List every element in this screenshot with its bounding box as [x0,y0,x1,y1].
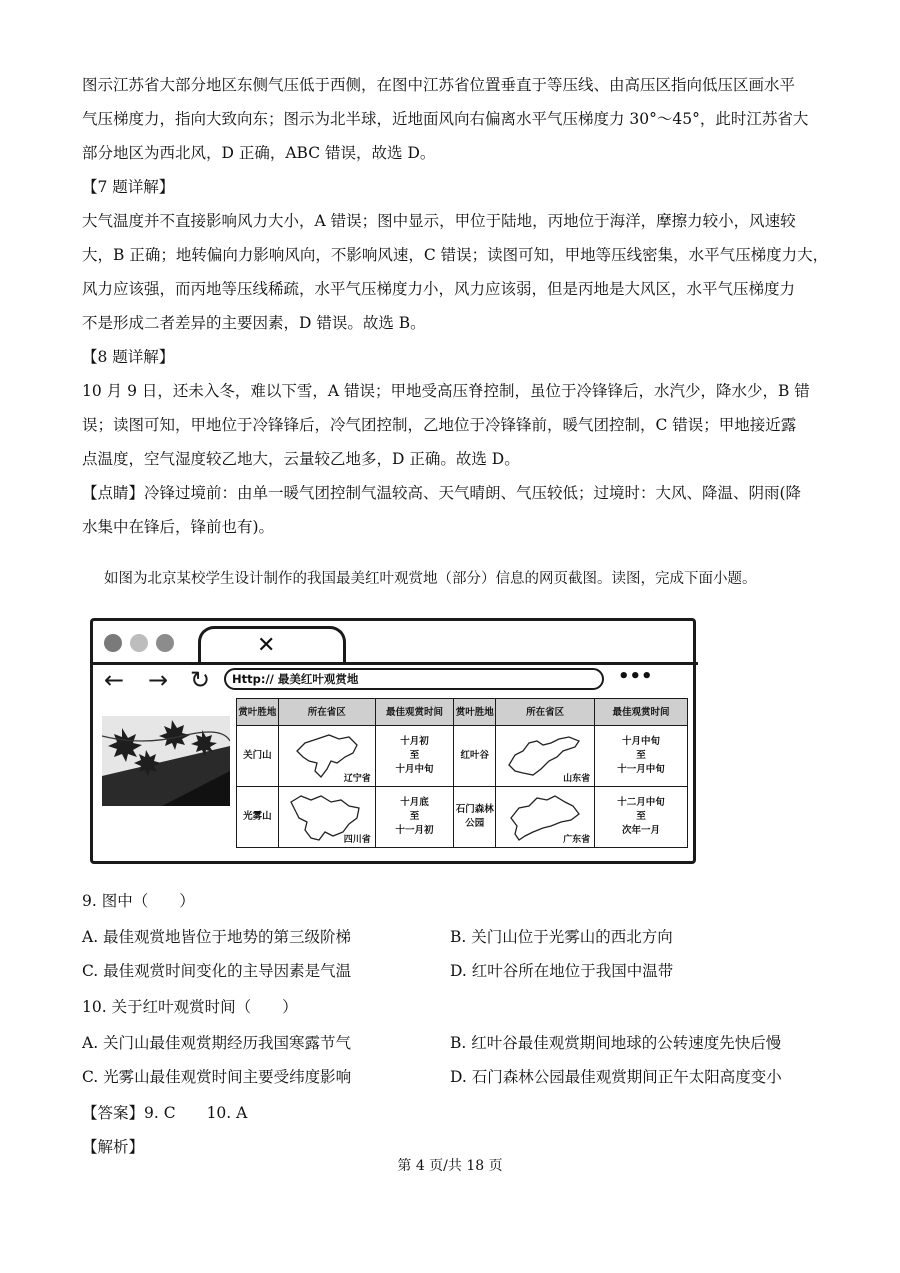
refresh-icon: ↻ [190,666,211,694]
text-line: 点温度，空气湿度较乙地大，云量较乙地多，D 正确。故选 D。 [82,450,520,468]
q7-paragraph [82,204,829,340]
red-leaf-info-table [236,698,688,848]
time-text: 至 [636,811,646,822]
province-map-cell [278,787,375,848]
text-line: 误；读图可知，甲地位于冷锋锋后，冷气团控制，乙地位于冷锋锋前，暖气团控制，C 错误；甲地接近露 [82,416,797,434]
window-controls [104,634,174,652]
text-line: 10 月 9 日，还未入冬，难以下雪，A 错误；甲地受高压脊控制，虽位于冷锋锋后，水汽少，降水少，B 错 [82,382,810,400]
text-line: 部分地区为西北风，D 正确，ABC 错误，故选 D。 [82,144,436,162]
column-header: 所在省区 [278,699,375,726]
q8-heading: 【8 题详解】 [82,348,175,366]
text-line: 水集中在锋后，锋前也有)。 [82,518,275,536]
q10-stem: 10. 关于红叶观赏时间（ ） [82,998,298,1016]
q9-option-d: D. 红叶谷所在地位于我国中温带 [450,962,674,980]
column-header: 最佳观赏时间 [595,699,688,726]
text-line: 不是形成二者差异的主要因素，D 错误。故选 B。 [82,314,426,332]
column-header: 赏叶胜地 [237,699,279,726]
browser-tab [198,626,346,664]
viewing-time-cell [375,787,454,848]
back-arrow-icon: ← [104,666,125,694]
tip-paragraph [82,476,822,544]
address-text: Http:// 最美红叶观赏地 [232,672,359,686]
place-cell: 石门森林公园 [454,787,496,848]
q10-option-c: C. 光雾山最佳观赏时间主要受纬度影响 [82,1068,352,1086]
q8-paragraph [82,374,822,476]
page-footer: 第 4 页/共 18 页 [397,1158,503,1174]
time-text: 至 [409,811,420,822]
time-text: 十月中旬 [622,736,661,747]
viewing-time-cell [595,726,688,787]
q10-option-d: D. 石门森林公园最佳观赏期间正午太阳高度变小 [450,1068,782,1086]
figure-intro: 如图为北京某校学生设计制作的我国最美红叶观赏地（部分）信息的网页截图。读图，完成下面小题。 [104,571,757,587]
time-text: 至 [636,750,646,761]
column-header: 所在省区 [496,699,595,726]
table-row [237,726,688,787]
more-menu-icon: ••• [618,666,653,687]
time-text: 十月中旬 [395,764,434,775]
province-label: 广东省 [563,835,591,845]
answer-line: 【答案】9. C 10. A [82,1104,248,1122]
analysis-heading: 【解析】 [82,1138,145,1156]
address-bar [224,668,604,690]
q9-option-a: A. 最佳观赏地皆位于地势的第三级阶梯 [82,928,352,946]
text-line: 风力应该强，而丙地等压线稀疏，水平气压梯度力小，风力应该弱，但是丙地是大风区，水平气压梯度力 [82,280,796,298]
text-line: 大，B 正确；地转偏向力影响风向，不影响风速，C 错误；读图可知，甲地等压线密集，水平气压梯度力大， [82,246,829,264]
province-map-cell [278,726,375,787]
top-paragraph [82,68,822,170]
province-label: 四川省 [343,835,371,845]
place-cell: 光雾山 [237,787,279,848]
viewing-time-cell [375,726,454,787]
text-line: 图示江苏省大部分地区东侧气压低于西侧，在图中江苏省位置垂直于等压线、由高压区指向低压区画水平 [82,76,796,94]
province-map-cell [496,787,595,848]
q9-option-c: C. 最佳观赏时间变化的主导因素是气温 [82,962,352,980]
window-dot-1 [104,634,122,652]
q10-option-a: A. 关门山最佳观赏期经历我国寒露节气 [82,1034,352,1052]
q9-stem: 9. 图中（ ） [82,892,195,910]
table-row [237,787,688,848]
province-map-cell [496,726,595,787]
text-line: 大气温度并不直接影响风力大小，A 错误；图中显示，甲位于陆地，丙地位于海洋，摩擦力较小，风速较 [82,212,796,230]
close-icon: ✕ [257,633,276,658]
time-text: 十月底 [400,797,429,808]
column-header: 赏叶胜地 [454,699,496,726]
time-text: 十月初 [400,736,429,747]
webpage-screenshot-figure [90,618,698,866]
window-dot-3 [156,634,174,652]
viewing-time-cell [595,787,688,848]
window-dot-2 [130,634,148,652]
time-text: 至 [409,750,420,761]
place-cell: 关门山 [237,726,279,787]
q9-option-b: B. 关门山位于光雾山的西北方向 [450,928,673,946]
time-text: 十一月初 [395,825,434,836]
q10-option-b: B. 红叶谷最佳观赏期间地球的公转速度先快后慢 [450,1034,782,1052]
province-label: 山东省 [563,774,591,784]
time-text: 次年一月 [622,825,661,836]
q7-heading: 【7 题详解】 [82,178,175,196]
maple-leaf-photo [102,716,230,806]
table-header-row [237,699,688,726]
text-line: 【点睛】冷锋过境前：由单一暖气团控制气温较高、天气晴朗、气压较低；过境时：大风、降温、阴雨(降 [82,484,802,502]
province-label: 辽宁省 [343,774,371,784]
place-cell: 红叶谷 [454,726,496,787]
forward-arrow-icon: → [148,666,169,694]
column-header: 最佳观赏时间 [375,699,454,726]
time-text: 十一月中旬 [617,764,665,775]
tab-bar-divider [90,662,698,665]
time-text: 十二月中旬 [617,797,665,808]
text-line: 气压梯度力，指向大致向东；图示为北半球，近地面风向右偏离水平气压梯度力 30°～45°，此时江苏省大 [82,110,809,128]
